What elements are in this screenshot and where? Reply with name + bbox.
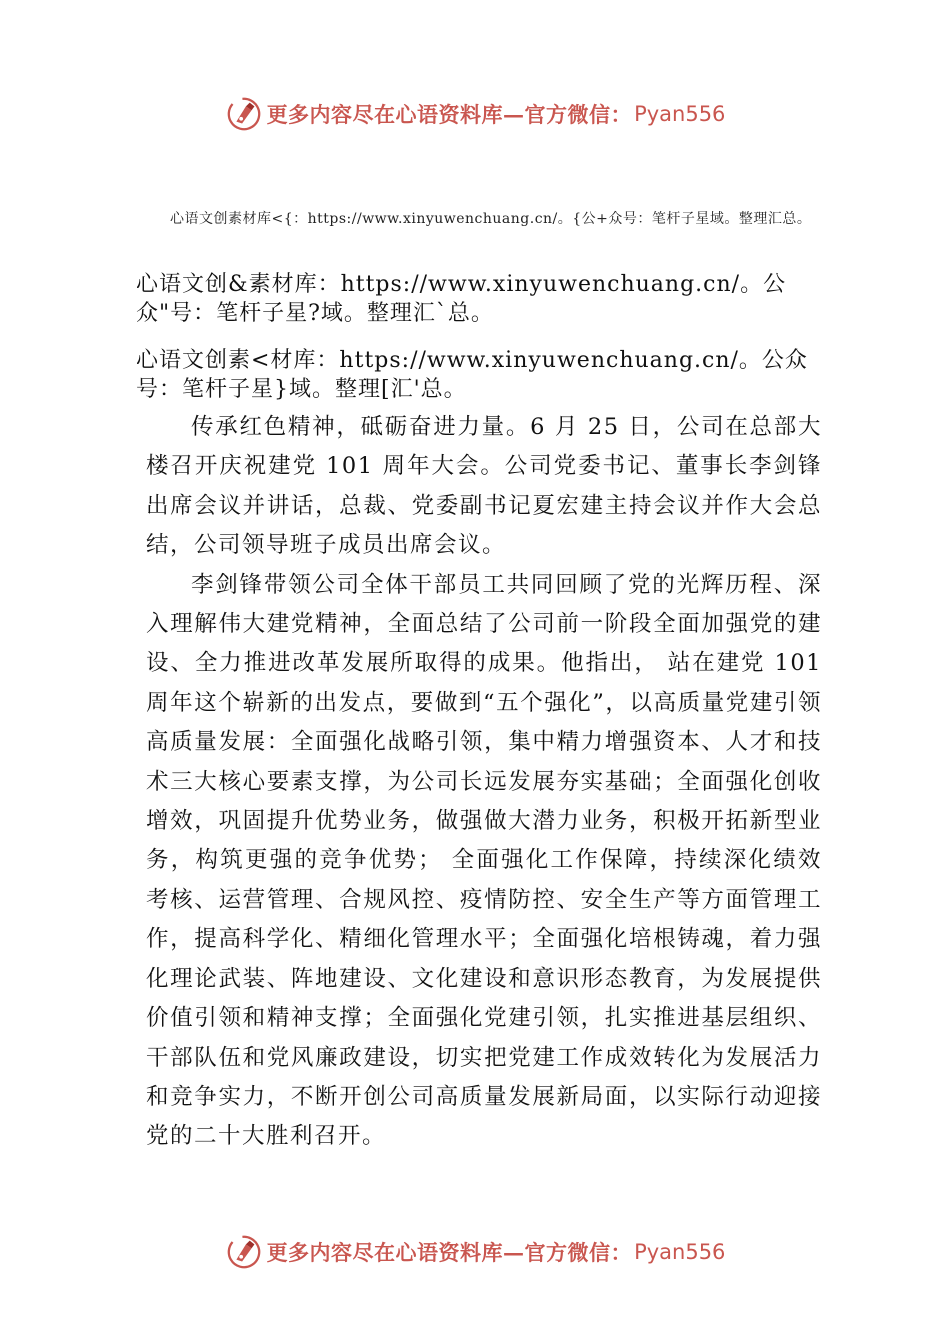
footer-banner <box>0 1230 950 1274</box>
header-banner-wechat-id: Pyan556 <box>634 102 726 126</box>
source-note: 心语文创素材库<{：https://www.xinyuwenchuang.cn/。{公+众号：笔杆子星域。整理汇总。 <box>170 211 812 227</box>
source-notice-1: 心语文创&素材库：https://www.xinyuwenchuang.cn/。公众"号：笔杆子星?域。整理汇`总。 <box>136 272 787 326</box>
pen-nib-logo-icon <box>225 1233 263 1271</box>
header-banner-text: 更多内容尽在心语资料库—官方微信： <box>266 102 633 127</box>
paragraph-1: 传承红色精神，砥砺奋进力量。6 月 25 日，公司在总部大楼召开庆祝建党 101 周年大会。公司党委书记、董事长李剑锋出席会议并讲话，总裁、党委副书记夏宏建主持会议并作大会总结，公司领导班子成员出席会议。 <box>146 414 822 559</box>
footer-banner-wechat-id: Pyan556 <box>634 1240 726 1264</box>
header-banner <box>0 92 950 136</box>
footer-banner-text: 更多内容尽在心语资料库—官方微信： <box>266 1240 633 1265</box>
paragraph-2: 李剑锋带领公司全体干部员工共同回顾了党的光辉历程、深入理解伟大建党精神，全面总结了公司前一阶段全面加强党的建设、全力推进改革发展所取得的成果。他指出， 站在建党 101 周年这个崭新的出发点，要做到“五个强化”，以高质量党建引领高质量发展：全面强化战略引领，集中精力增强资本、人才和技术三大核心要素支撑，为公司长远发展夯实基础；全面强化创收增效，巩固提升优势业务，做强做大潜力业务，积极开拓新型业务，构筑更强的竞争优势； 全面强化工作保障，持续深化绩效考核、运营管理、合规风控、疫情防控、安全生产等方面管理工作，提高科学化、精细化管理水平；全面强化培根铸魂，着力强化理论武装、阵地建设、文化建设和意识形态教育，为发展提供价值引领和精神支撑；全面强化党建引领，扎实推进基层组织、干部队伍和党风廉政建设，切实把党建工作成效转化为发展活力和竞争实力，不断开创公司高质量发展新局面，以实际行动迎接党的二十大胜利召开。 <box>146 571 822 1150</box>
article-body <box>146 408 822 1157</box>
pen-nib-logo-icon <box>225 95 263 133</box>
source-notice-2: 心语文创素<材库：https://www.xinyuwenchuang.cn/。公众号：笔杆子星}域。整理[汇'总。 <box>136 348 808 402</box>
